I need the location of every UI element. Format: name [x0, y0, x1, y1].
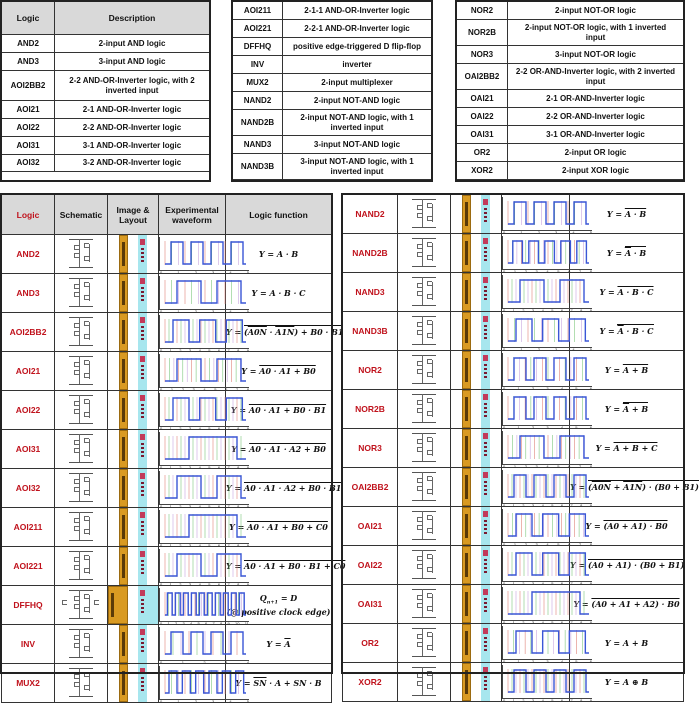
- waveform-plot: 0 1 2 3 4 5 6 7 8 9: [159, 315, 249, 349]
- waveform-plot: 0 1 2 3 4 5 6 7 8: [502, 431, 592, 465]
- logic-cell: AOI21: [2, 352, 55, 391]
- logic-cell: NOR3: [457, 46, 508, 64]
- waveform-plot: 0 1 2 3 4 5 6 7 8 9: [159, 549, 249, 583]
- description-cell: 2-input AND logic: [55, 35, 210, 53]
- description-cell: 2-input XOR logic: [508, 162, 684, 180]
- logic-cell: OAI2BB2: [343, 468, 398, 507]
- logic-cell: AND3: [2, 274, 55, 313]
- waveform-plot: 0 1 2 3 4 5 6 7 8 9: [502, 470, 592, 504]
- waveform-plot: 0 1 2 3 4 5: [159, 276, 249, 310]
- description-cell: 3-input NOT-AND logic, with 1 inverted input: [283, 154, 432, 180]
- logic-cell: INV: [233, 56, 283, 74]
- logic-function-cell: Y = (A0N + A1N) · (B0 + B1): [570, 468, 684, 507]
- logic-cell: AOI2BB2: [2, 313, 55, 352]
- description-cell: 3-input AND logic: [55, 53, 210, 71]
- logic-function-cell: Y = (A0N · A1N) + B0 · B1: [226, 313, 332, 352]
- logic-cell: AOI32: [2, 155, 55, 172]
- logic-cell: OAI2BB2: [457, 64, 508, 90]
- logic-function-cell: Y = A + B: [570, 624, 684, 663]
- description-cell: 3-input NOT-OR logic: [508, 46, 684, 64]
- waveform-plot: 0 1 2 3 4 5 6 7 8 9 10 11: [159, 588, 249, 622]
- waveform-plot: 0 1 2 3 4 5 6 7 8 9: [159, 393, 249, 427]
- logic-cell: NOR2: [457, 2, 508, 20]
- waveform-plot: 0 1 2 3 4 5 6 7 8 9: [502, 587, 592, 621]
- logic-cell: OAI22: [343, 546, 398, 585]
- logic-cell: AND3: [2, 53, 55, 71]
- header-logic: Logic: [2, 2, 55, 35]
- logic-function-cell: Y = A · B · C: [226, 274, 332, 313]
- logic-function-cell: $Q_{n+1} = D$ (@ positive clock edge): [226, 586, 332, 625]
- logic-cell: NOR2B: [457, 20, 508, 46]
- waveform-plot: 0 1 2 3 4 5: [502, 314, 592, 348]
- waveform-plot: 0 1 2 3 4 5 6 7 8 9: [502, 275, 592, 309]
- logic-cell: XOR2: [457, 162, 508, 180]
- description-cell: 2-2-1 AND-OR-Inverter logic: [283, 20, 432, 38]
- description-cell: 2-input multiplexer: [283, 74, 432, 92]
- waveform-plot: 0 1 2 3 4 5 6: [502, 392, 592, 426]
- table-1-frame: [0, 0, 211, 182]
- table-2-frame: [231, 0, 433, 182]
- logic-function-cell: $Y = \overline{A} \cdot B$: [570, 234, 684, 273]
- logic-cell: OR2: [343, 624, 398, 663]
- logic-cell: NAND2B: [343, 234, 398, 273]
- logic-function-cell: Y = A · B · C: [570, 273, 684, 312]
- logic-function-cell: Y = (A0 + A1) · (B0 + B1): [570, 546, 684, 585]
- logic-function-cell: Y = A0 · A1 + B0 · B1 + C0: [226, 547, 332, 586]
- waveform-plot: 0 1 2 3 4: [159, 627, 249, 661]
- logic-cell: NAND3B: [343, 312, 398, 351]
- description-cell: positive edge-triggered D flip-flop: [283, 38, 432, 56]
- logic-cell: NAND2: [233, 92, 283, 110]
- description-cell: 3-1 AND-OR-Inverter logic: [55, 137, 210, 155]
- logic-cell: AOI32: [2, 469, 55, 508]
- logic-cell: AOI2BB2: [2, 71, 55, 101]
- logic-cell: NAND3B: [233, 154, 283, 180]
- logic-function-cell: $Y = \overline{A} + B$: [570, 390, 684, 429]
- table-3-frame: [455, 0, 685, 182]
- logic-cell: AOI22: [2, 391, 55, 430]
- logic-function-cell: $Y = \overline{A} \cdot B \cdot C$: [570, 312, 684, 351]
- waveform-plot: 0 1 2 3 4 5 6 7 8: [502, 509, 592, 543]
- header-logic: Logic: [2, 195, 55, 235]
- logic-cell: AOI211: [2, 508, 55, 547]
- logic-cell: AOI31: [2, 430, 55, 469]
- description-cell: 2-input OR logic: [508, 144, 684, 162]
- description-cell: 2-2 AND-OR-Inverter logic: [55, 119, 210, 137]
- logic-cell: AND2: [2, 235, 55, 274]
- description-cell: 2-input NOT-OR logic, with 1 inverted input: [508, 20, 684, 46]
- header-logic-function: Logic function: [226, 195, 332, 235]
- waveform-plot: 0 1 2 3 4 5 6 7 8: [159, 354, 249, 388]
- header-waveform: Experimental waveform: [159, 195, 226, 235]
- description-cell: 2-input NOT-AND logic, with 1 inverted input: [283, 110, 432, 136]
- logic-function-cell: Y = A · B: [570, 195, 684, 234]
- description-cell: 2-1 AND-OR-Inverter logic: [55, 101, 210, 119]
- function-table-right-frame: [341, 193, 685, 674]
- logic-cell: OAI22: [457, 108, 508, 126]
- logic-cell: MUX2: [233, 74, 283, 92]
- description-cell: 3-1 OR-AND-Inverter logic: [508, 126, 684, 144]
- logic-function-cell: Y = A0 · A1 + B0 + C0: [226, 508, 332, 547]
- description-cell: 2-2 OR-AND-Inverter logic: [508, 108, 684, 126]
- logic-cell: XOR2: [343, 663, 398, 702]
- description-cell: 3-2 AND-OR-Inverter logic: [55, 155, 210, 172]
- logic-cell: NOR3: [343, 429, 398, 468]
- logic-cell: NAND3: [343, 273, 398, 312]
- logic-cell: AOI22: [2, 119, 55, 137]
- logic-function-cell: Y = A0 · A1 + B0 · B1: [226, 391, 332, 430]
- waveform-plot: 0 1 2 3 4 5 6 7 8 9: [159, 432, 249, 466]
- waveform-plot: 0 1 2 3 4 5 6: [502, 626, 592, 660]
- logic-function-cell: $Y = \overline{A}$: [226, 625, 332, 664]
- logic-cell: NOR2: [343, 351, 398, 390]
- waveform-plot: 0 1 2 3 4 5 6 7 8 9: [159, 510, 249, 544]
- header-description: Description: [55, 2, 210, 35]
- logic-function-cell: Y = (A0 + A1 + A2) · B0: [570, 585, 684, 624]
- waveform-plot: 0 1 2 3 4 5 6 7 8 9: [502, 548, 592, 582]
- logic-cell: NAND2: [343, 195, 398, 234]
- logic-cell: AOI221: [233, 20, 283, 38]
- logic-cell: NAND2B: [233, 110, 283, 136]
- logic-function-cell: Y = A0 · A1 · A2 + B0 · B1: [226, 469, 332, 508]
- description-cell: 2-2 OR-AND-Inverter logic, with 2 inverted input: [508, 64, 684, 90]
- logic-function-cell: Y = A + B + C: [570, 429, 684, 468]
- header-schematic: Schematic: [55, 195, 108, 235]
- logic-cell: OAI31: [343, 585, 398, 624]
- logic-function-cell: Y = A0 · A1 · A2 + B0: [226, 430, 332, 469]
- logic-cell: OAI21: [457, 90, 508, 108]
- logic-cell: NOR2B: [343, 390, 398, 429]
- logic-function-cell: Y = A · B: [226, 235, 332, 274]
- description-cell: 2-input NOT-OR logic: [508, 2, 684, 20]
- logic-function-cell: $Y = \overline{SN} \cdot A$ + SN · B: [226, 664, 332, 703]
- header-image-layout: Image & Layout: [108, 195, 159, 235]
- waveform-plot: 0 1 2 3 4 5 6: [502, 353, 592, 387]
- logic-function-cell: Y = (A0 + A1) · B0: [570, 507, 684, 546]
- description-cell: inverter: [283, 56, 432, 74]
- logic-cell: MUX2: [2, 664, 55, 703]
- description-cell: 2-2 AND-OR-Inverter logic, with 2 inverted input: [55, 71, 210, 101]
- logic-cell: OAI21: [343, 507, 398, 546]
- logic-function-cell: Y = A0 · A1 + B0: [226, 352, 332, 391]
- function-table-left-frame: [0, 193, 333, 674]
- logic-cell: AOI21: [2, 101, 55, 119]
- logic-cell: AOI221: [2, 547, 55, 586]
- logic-cell: NAND3: [233, 136, 283, 154]
- logic-cell: INV: [2, 625, 55, 664]
- waveform-plot: 0 1 2 3 4 5: [159, 666, 249, 700]
- description-cell: 2-input NOT-AND logic: [283, 92, 432, 110]
- logic-function-cell: Y = A ⊕ B: [570, 663, 684, 702]
- description-cell: 2-1-1 AND-OR-Inverter logic: [283, 2, 432, 20]
- waveform-plot: 0 1 2 3 4 5 6 7 8: [502, 236, 592, 270]
- logic-function-cell: Y = A + B: [570, 351, 684, 390]
- logic-cell: AND2: [2, 35, 55, 53]
- logic-cell: AOI211: [233, 2, 283, 20]
- waveform-plot: 0 1 2 3 4 5: [159, 237, 249, 271]
- description-cell: 3-input NOT-AND logic: [283, 136, 432, 154]
- waveform-plot: 0 1 2 3 4 5 6 7 8 9: [502, 665, 592, 699]
- logic-cell: DFFHQ: [2, 586, 55, 625]
- logic-cell: OR2: [457, 144, 508, 162]
- description-cell: 2-1 OR-AND-Inverter logic: [508, 90, 684, 108]
- waveform-plot: 0 1 2 3 4 5: [502, 197, 592, 231]
- waveform-plot: 0 1 2 3 4 5 6 7 8 9: [159, 471, 249, 505]
- logic-cell: DFFHQ: [233, 38, 283, 56]
- logic-cell: OAI31: [457, 126, 508, 144]
- logic-cell: AOI31: [2, 137, 55, 155]
